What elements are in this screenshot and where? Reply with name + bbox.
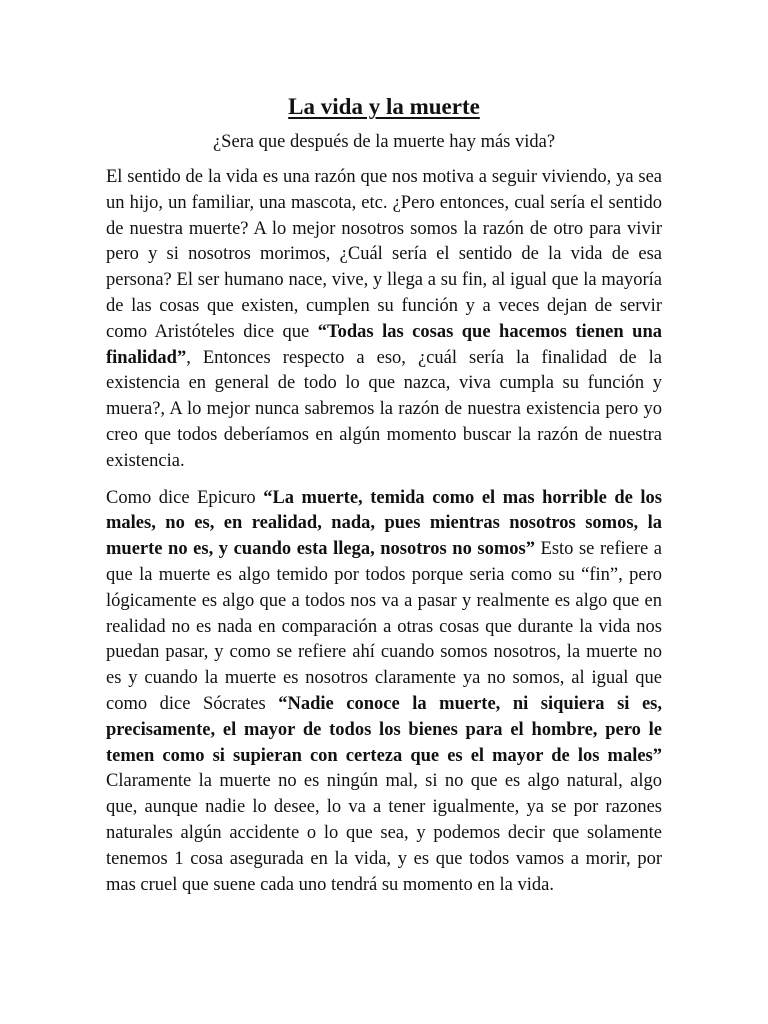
epicurus-quote: “La muerte, temida como el mas horrible de los males, no es, en realidad, nada, pues mientras nosotros somos, la muerte no es, y cuando esta llega, nosotros no somos” [106,487,662,560]
document-subtitle: ¿Sera que después de la muerte hay más vida? [212,132,556,152]
paragraph-2 [106,486,662,899]
paragraph-2-text-b: Esto se refiere a que la muerte es algo temido por todos porque seria como su “fin”, pero lógicamente es algo que a todos nos va a pasar y realmente es algo que en realidad no es nada en comparación a otras cosas que durante la vida nos puedan pasar, y como se refiere ahí cuando somos nosotros, la muerte no es y cuando la muerte es nosotros claramente ya no somos, al igual que como dice Sócrates [106,539,662,714]
paragraph-1-text-a: El sentido de la vida es una razón que nos motiva a seguir viviendo, ya sea un hijo, un familiar, una mascota, etc. ¿Pero entonces, cual sería el sentido de nuestra muerte? A lo mejor nosotros somos la razón de otro para vivir pero y si nosotros morimos, ¿Cuál sería el sentido de la vida de esa persona? El ser humano nace, vive, y llega a su fin, al igual que la mayoría de las cosas que existen, cumplen su función y a veces dejan de servir como Aristóteles dice que [106,167,662,342]
document-title: La vida y la muerte [288,94,480,119]
document-body [106,92,662,898]
paragraph-1-text-b: , Entonces respecto a eso, ¿cuál sería la finalidad de la existencia en general de todo lo que nazca, viva cumpla su función y muera?, A lo mejor nunca sabremos la razón de nuestra existencia pero yo creo que todos deberíamos en algún momento buscar la razón de nuestra existencia. [106,347,662,471]
socrates-quote: “Nadie conoce la muerte, ni siquiera si es, precisamente, el mayor de todos los bienes para el hombre, pero le temen como si supieran con certeza que es el mayor de los males” [106,693,662,766]
paragraph-1 [106,165,662,475]
paragraph-2-text-c: Claramente la muerte no es ningún mal, si no que es algo natural, algo que, aunque nadie lo desee, lo va a tener igualmente, ya se por razones naturales algún accidente o lo que sea, y podemos decir que solamente tenemos 1 cosa asegurada en la vida, y es que todos vamos a morir, por mas cruel que suene cada uno tendrá su momento en la vida. [106,771,662,895]
paragraph-2-text-a: Como dice Epicuro [106,487,264,508]
aristotle-quote: “Todas las cosas que hacemos tienen una finalidad” [106,321,662,368]
